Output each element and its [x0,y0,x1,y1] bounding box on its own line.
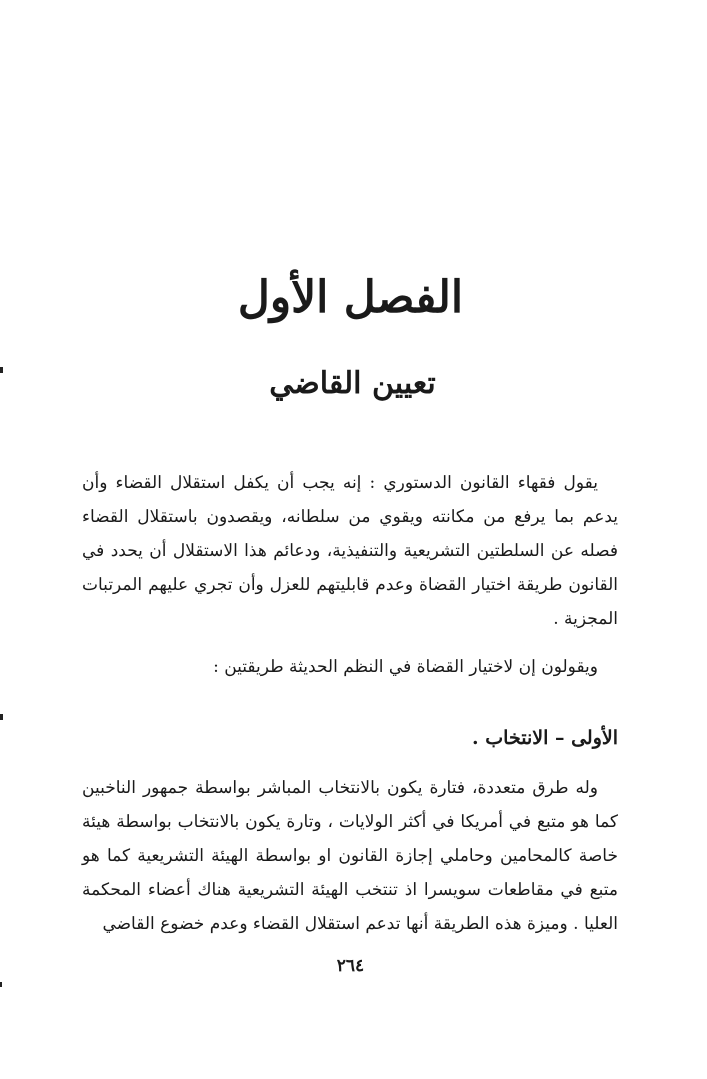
chapter-subtitle: تعيين القاضي [269,366,436,401]
margin-mark [0,367,3,373]
chapter-title: الفصل الأول [237,272,464,323]
margin-mark [0,714,3,720]
methods-paragraph: ويقولون إن لاختيار القضاة في النظم الحديثة طريقتين : [213,657,598,677]
election-paragraph: وله طرق متعددة، فتارة يكون بالانتخاب المباشر بواسطة جمهور الناخبين كما هو متبع في أمريكا في أكثر الولايات ، وتارة يكون بالانتخاب بواسطة هيئة خاصة كالمحامين وحاملي إجازة القانون او بواسطة الهيئة التشريعية كما هو متبع في مقاطعات سويسرا اذ تنتخب الهيئة التشريعية هناك أعضاء المحكمة العليا . وميزة هذه الطريقة أنها تدعم استقلال القضاء وعدم خضوع القاضي [82,778,618,934]
section-heading-election: الأولى – الانتخاب . [472,727,618,749]
page-number: ٢٦٤ [336,956,365,976]
intro-paragraph: يقول فقهاء القانون الدستوري : إنه يجب أن يكفل استقلال القضاء وأن يدعم بما يرفع من مكانته ويقوي من سلطانه، ويقصدون باستقلال القضاء فصله عن السلطتين التشريعية والتنفيذية، ودعائم هذا الاستقلال أن يحدد في القانون طريقة اختيار القضاة وعدم قابليتهم للعزل وأن تجري عليهم المرتبات المجزية . [82,473,618,629]
margin-mark [0,982,2,987]
